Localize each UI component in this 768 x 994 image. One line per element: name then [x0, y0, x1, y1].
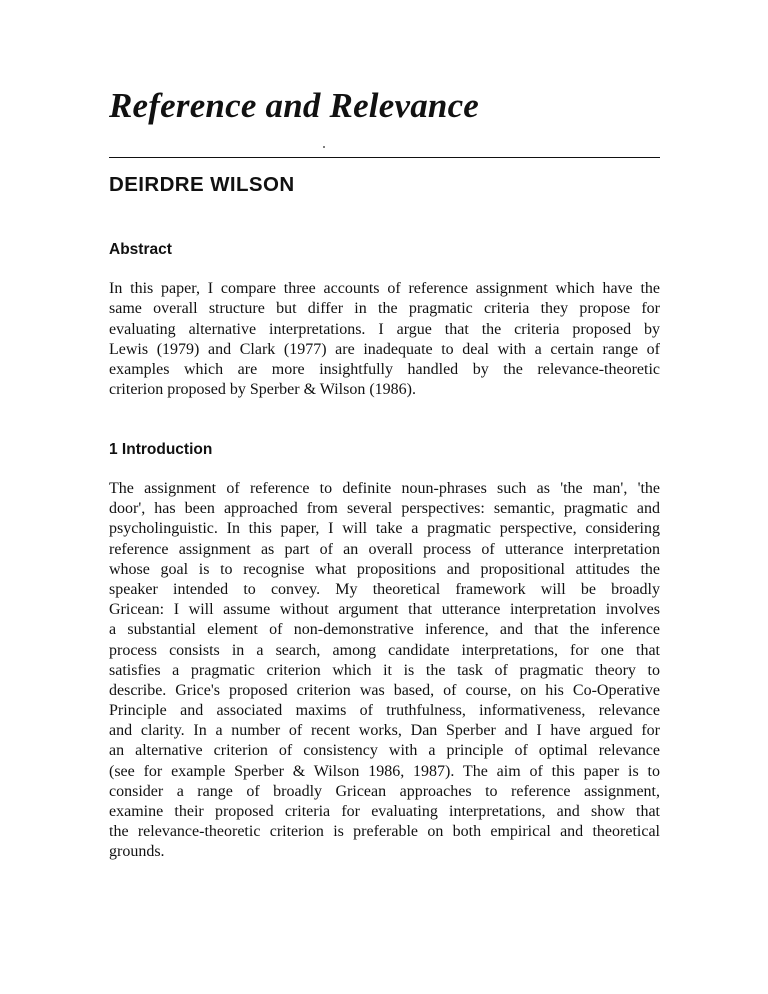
title-rule: [109, 157, 660, 158]
text-line: evaluating alternative interpretations. I argue that the criteria proposed by: [109, 320, 660, 338]
text-line: psycholinguistic. In this paper, I will take a pragmatic perspective, considering: [109, 520, 660, 538]
text-line: Gricean: I will assume without argument that utterance interpretation involves: [109, 601, 660, 619]
text-line: describe. Grice's proposed criterion was based, of course, on his Co-Operative: [109, 681, 660, 699]
text-line: process consists in a search, among candidate interpretations, for one that: [109, 641, 660, 659]
text-line: The assignment of reference to definite noun-phrases such as 'the man', 'the: [109, 480, 660, 497]
text-line: a substantial element of non-demonstrative inference, and that the inference: [109, 621, 660, 639]
text-line: Principle and associated maxims of truthfulness, informativeness, relevance: [109, 702, 660, 720]
text-line: (see for example Sperber & Wilson 1986, 1987). The aim of this paper is to: [109, 762, 660, 780]
text-line: In this paper, I compare three accounts of reference assignment which have the: [109, 280, 660, 297]
abstract-heading: Abstract: [109, 241, 172, 258]
text-line: and clarity. In a number of recent works, Dan Sperber and I have argued for: [109, 722, 660, 740]
author-name: DEIRDRE WILSON: [109, 173, 295, 196]
stray-dot: [323, 146, 325, 148]
text-line: the relevance-theoretic criterion is preferable on both empirical and theoretical: [109, 823, 660, 841]
text-line: criterion proposed by Sperber & Wilson (1986).: [109, 381, 416, 399]
text-line: same overall structure but differ in the pragmatic criteria they propose for: [109, 300, 660, 318]
text-line: consider a range of broadly Gricean approaches to reference assignment,: [109, 782, 660, 800]
section-heading: 1 Introduction: [109, 441, 213, 458]
text-line: whose goal is to recognise what propositions and propositional attitudes the: [109, 560, 660, 578]
paper-title: Reference and Relevance: [109, 86, 480, 125]
text-line: an alternative criterion of consistency with a principle of optimal relevance: [109, 742, 660, 760]
text-line: door', has been approached from several perspectives: semantic, pragmatic and: [109, 500, 660, 518]
text-line: examine their proposed criteria for evaluating interpretations, and show that: [109, 803, 660, 820]
abstract-text: [109, 279, 660, 401]
text-line: reference assignment as part of an overall process of utterance interpretation: [109, 540, 660, 558]
introduction-text: [109, 479, 660, 863]
text-line: Lewis (1979) and Clark (1977) are inadequate to deal with a certain range of: [109, 340, 660, 358]
text-line: grounds.: [109, 843, 165, 861]
text-line: examples which are more insightfully handled by the relevance-theoretic: [109, 361, 660, 379]
text-line: speaker intended to convey. My theoretical framework will be broadly: [109, 580, 660, 598]
text-line: satisfies a pragmatic criterion which it is the task of pragmatic theory to: [109, 661, 660, 679]
